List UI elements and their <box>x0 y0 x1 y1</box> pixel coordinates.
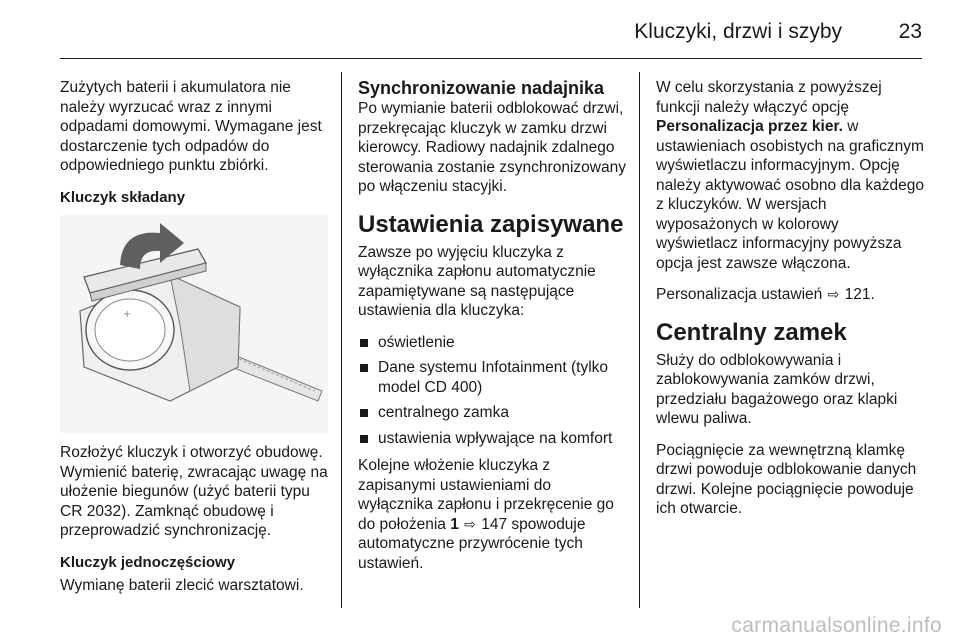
restore-paragraph: Kolejne włożenie kluczyka z zapisanymi ustawieniami do wyłącznika zapłonu i przekręcenie go do położenia 1 ⇨ 147 spowoduje automatyczne przywrócenie tych ustawień. <box>358 457 614 572</box>
column-divider-2 <box>639 72 640 608</box>
page-header <box>0 0 960 58</box>
page-number: 23 <box>898 20 922 43</box>
header-rule <box>60 58 922 59</box>
battery-disposal-paragraph: Zużytych baterii i akumulatora nie należy wyrzucać wraz z innymi odpadami domowymi. Wymagane jest dostarczenie tych odpadów do odpowiedniego punktu zbiórki. <box>60 79 322 174</box>
watermark: carmanualsonline.info <box>731 614 942 637</box>
personalization-paragraph: W celu skorzystania z powyższej funkcji należy włączyć opcję Personalizacja przez kier. w ustawieniach osobistych na graficznym wyświetlaczu informacyjnym. Opcję należy aktywować osobno dla każdego z kluczyków. W wersjach wyposażonych w kolorowy wyświetlacz informacyjny powyższa opcja jest zawsze włączona. <box>656 79 924 272</box>
central-lock-paragraph-1: Służy do odblokowywania i zablokowywania zamków drzwi, przedziału bagażowego oraz klapki wlewu paliwa. <box>656 351 898 427</box>
sync-paragraph: Po wymianie baterii odblokować drzwi, przekręcając kluczyk w zamku drzwi kierowcy. Radiowy nadajnik zdalnego sterowania zostanie zsynchronizowany po włączeniu stacyjki. <box>358 100 626 195</box>
personalization-option: Personalizacja przez kier. <box>656 118 843 135</box>
list-item: centralnego zamka <box>358 403 626 423</box>
saved-settings-intro: Zawsze po wyjęciu kluczyka z wyłącznika zapłonu automatycznie zapamiętywane są następujące ustawienia dla kluczyka: <box>358 243 596 319</box>
column-divider-1 <box>341 72 342 608</box>
list-item: oświetlenie <box>358 333 626 353</box>
saved-settings-list <box>358 333 626 449</box>
page-reference-icon: ⇨ <box>827 286 840 302</box>
list-item: Dane systemu Infotainment (tylko model CD 400) <box>358 358 626 397</box>
sync-heading: Synchronizowanie nadajnika <box>358 78 605 98</box>
page-reference-icon: ⇨ <box>464 515 476 532</box>
folding-key-paragraph: Rozłożyć kluczyk i otworzyć obudowę. Wymienić baterię, zwracając uwagę na ułożenie biegunów (użyć baterii typu CR 2032). Zamknąć obudowę i przeprowadzić synchronizację. <box>60 444 328 539</box>
header-title: Kluczyki, drzwi i szyby <box>634 20 842 43</box>
single-key-paragraph: Wymianę baterii zlecić warsztatowi. <box>60 577 304 594</box>
folding-key-heading: Kluczyk składany <box>60 188 186 206</box>
page-reference-link[interactable]: 147 <box>481 515 508 533</box>
key-battery-illustration <box>60 215 328 433</box>
personalization-reference: Personalizacja ustawień ⇨ 121. <box>656 286 875 303</box>
column-1 <box>60 78 328 608</box>
ignition-position: 1 <box>450 515 459 533</box>
single-key-heading: Kluczyk jednoczęściowy <box>60 553 236 571</box>
page-reference-link[interactable]: 121 <box>844 286 871 303</box>
column-2 <box>358 78 626 585</box>
central-lock-heading: Centralny zamek <box>656 318 847 346</box>
saved-settings-heading: Ustawienia zapisywane <box>358 210 624 238</box>
folding-key-figure <box>60 215 328 433</box>
svg-text:+: + <box>123 309 132 320</box>
column-3 <box>656 78 924 531</box>
list-item: ustawienia wpływające na komfort <box>358 429 626 449</box>
central-lock-paragraph-2: Pociągnięcie za wewnętrzną klamkę drzwi powoduje odblokowanie danych drzwi. Kolejne pociągnięcie powoduje ich otwarcie. <box>656 441 917 517</box>
